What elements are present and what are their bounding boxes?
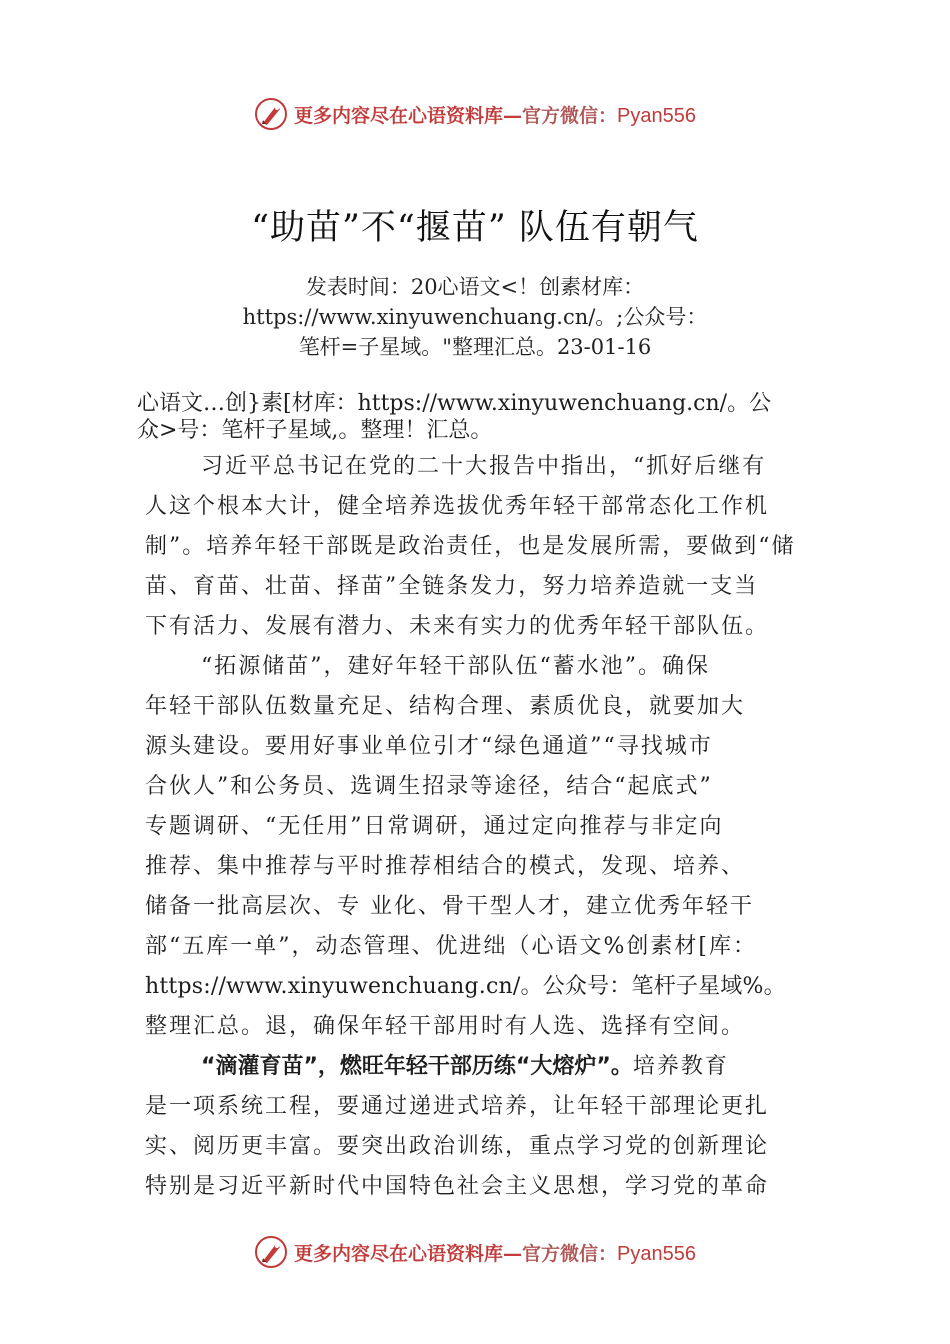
text-line: 习近平总书记在党的二十大报告中指出，“抓好后继有 — [201, 454, 767, 479]
banner-wechat-label: 官方微信： — [522, 104, 618, 127]
source-line: 众>号：笔杆子星域,。整理！汇总。 — [137, 418, 493, 443]
banner-main: 更多内容尽在心语资料库 — [294, 104, 504, 127]
footer-banner — [0, 1232, 950, 1272]
banner-wechat-id: Pyan556 — [617, 104, 696, 127]
text-line — [145, 1047, 825, 1087]
text-line: 下有活力、发展有潜力、未来有实力的优秀年轻干部队伍。 — [145, 614, 770, 639]
text-line: 源头建设。要用好事业单位引才“绿色通道”“寻找城市 — [145, 734, 713, 759]
pen-nib-logo-icon — [254, 1235, 288, 1269]
text-line: 特别是习近平新时代中国特色社会主义思想，学习党的革命 — [145, 1174, 770, 1199]
text-line: 专题调研、“无任用”日常调研，通过定向推荐与非定向 — [145, 814, 724, 839]
text-line: 推荐、集中推荐与平时推荐相结合的模式，发现、培养、 — [145, 854, 746, 879]
text-line: “拓源储苗”，建好年轻干部队伍“蓄水池”。确保 — [201, 654, 710, 679]
paragraph-3 — [145, 1047, 825, 1207]
banner-separator: — — [503, 104, 523, 127]
text-line: 整理汇总。退，确保年轻干部用时有人选、选择有空间。 — [145, 1014, 746, 1039]
source-note — [137, 390, 825, 444]
text-line: 合伙人”和公务员、选调生招录等途径，结合“起底式” — [145, 774, 713, 799]
text-line: 实、阅历更丰富。要突出政治训练，重点学习党的创新理论 — [145, 1134, 770, 1159]
banner-text — [294, 1239, 696, 1266]
text-line: 是一项系统工程，要通过递进式培养，让年轻干部理论更扎 — [145, 1094, 770, 1119]
text-line: 苗、育苗、壮苗、择苗”全链条发力，努力培养造就一支当 — [145, 574, 759, 599]
banner-separator: — — [503, 1242, 523, 1265]
banner-wechat-id: Pyan556 — [617, 1242, 696, 1265]
article-body — [137, 390, 825, 1207]
pen-nib-logo-icon — [254, 97, 288, 131]
banner-wechat-label: 官方微信： — [522, 1242, 618, 1265]
text-line: https://www.xinyuwenchuang.cn/。公众号：笔杆子星域%。 — [145, 974, 786, 999]
meta-line: https://www.xinyuwenchuang.cn/。;公众号： — [242, 305, 708, 329]
paragraph-2 — [145, 647, 825, 1047]
source-line: 心语文…创}素[材库：https://www.xinyuwenchuang.cn/。公 — [137, 391, 772, 416]
meta-line: 笔杆=子星域。"整理汇总。23-01-16 — [298, 335, 652, 359]
header-banner — [0, 94, 950, 134]
paragraph-1 — [145, 447, 825, 647]
banner-main: 更多内容尽在心语资料库 — [294, 1242, 504, 1265]
text-line: 储备一批高层次、专 业化、骨干型人才，建立优秀年轻干 — [145, 894, 754, 919]
lead-rest: 培养教育 — [632, 1054, 729, 1079]
bold-lead: “滴灌育苗”，燃旺年轻干部历练“大熔炉”。 — [201, 1054, 633, 1079]
text-line: 年轻干部队伍数量充足、结构合理、素质优良，就要加大 — [145, 694, 746, 719]
publish-meta — [0, 272, 950, 362]
text-line: 人这个根本大计，健全培养选拔优秀年轻干部常态化工作机 — [145, 494, 770, 519]
banner-text — [294, 101, 696, 128]
article-title: “助苗”不“揠苗” 队伍有朝气 — [251, 208, 699, 248]
text-line: 制”。培养年轻干部既是政治责任，也是发展所需，要做到“储 — [145, 534, 796, 559]
meta-line: 发表时间：20心语文<！创素材库： — [305, 275, 645, 299]
text-line: 部“五库一单”，动态管理、优进绌（心语文%创素材[库： — [145, 934, 757, 959]
